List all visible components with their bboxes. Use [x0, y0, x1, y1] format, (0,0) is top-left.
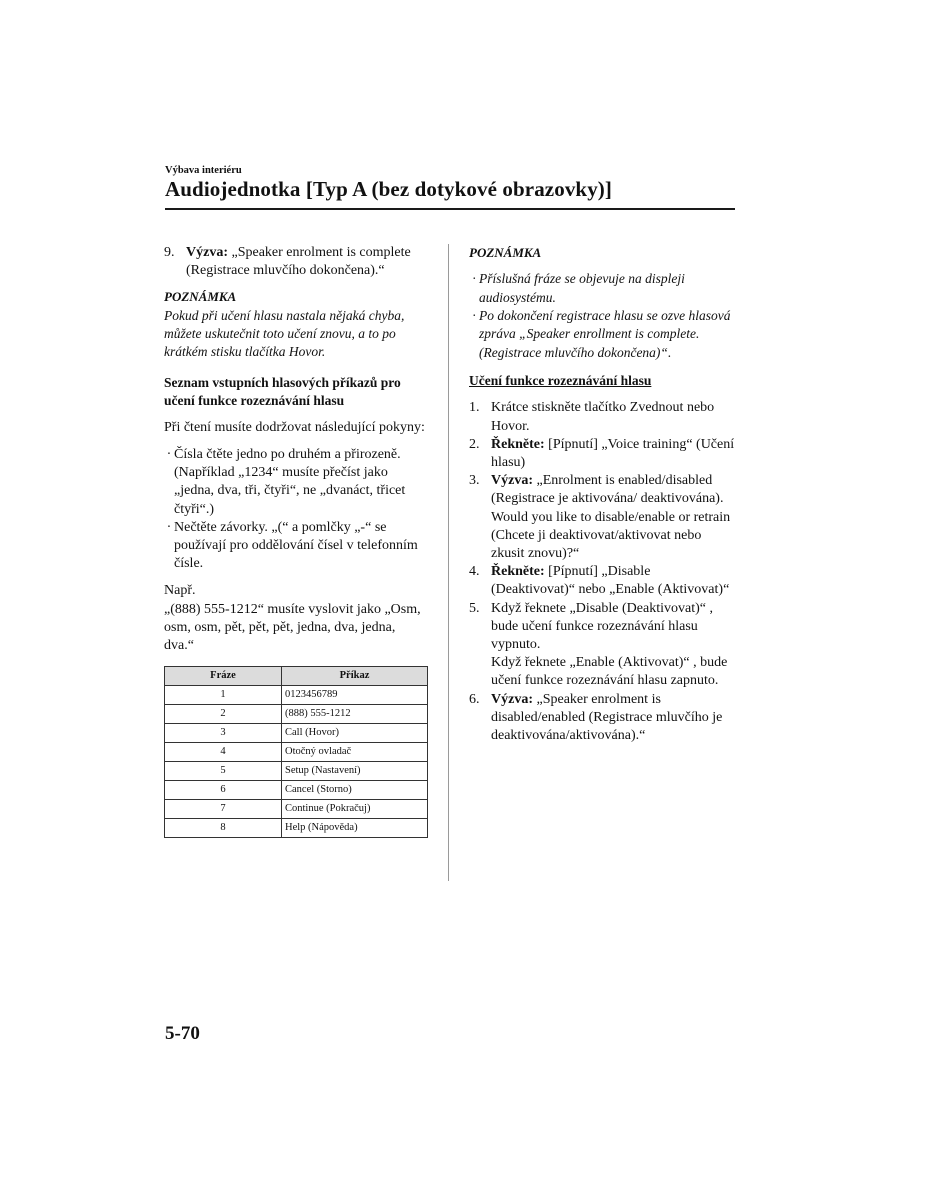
step-body: „Speaker enrolment is complete (Registrace mluvčího dokončena).“ [186, 245, 411, 279]
section-subheading: Učení funkce rozeznávání hlasu [469, 373, 652, 389]
table-row [165, 800, 428, 819]
step-number: 9. [164, 245, 175, 260]
step-number: 1. [469, 400, 480, 416]
step-number: 3. [469, 473, 480, 489]
table-row [165, 762, 428, 781]
list-item [469, 436, 735, 472]
table-cell: 2 [165, 705, 282, 724]
column-divider [448, 244, 449, 881]
table-row [165, 819, 428, 838]
table-row [165, 724, 428, 743]
note-title: POZNÁMKA [164, 289, 237, 305]
step-text [186, 244, 428, 280]
step-label: Výzva: [186, 245, 228, 260]
table-row [165, 743, 428, 762]
step-text [491, 563, 735, 599]
table-cell: 8 [165, 819, 282, 838]
table-cell: Otočný ovladač [282, 743, 428, 762]
step-label: Řekněte: [491, 564, 545, 580]
step-text [491, 472, 735, 563]
step-label: Řekněte: [491, 436, 545, 452]
step-body: [Pípnutí] „Disable (Deaktivovat)“ nebo „Enable (Aktivovat)“ [491, 564, 730, 598]
column-header-command: Příkaz [282, 667, 428, 686]
table-cell: Help (Nápověda) [282, 819, 428, 838]
table-cell: Continue (Pokračuj) [282, 800, 428, 819]
list-item-text: Příslušná fráze se objevuje na displeji audiosystému. [479, 271, 685, 305]
table-cell: 4 [165, 743, 282, 762]
list-item [469, 307, 735, 362]
step-text [491, 600, 735, 691]
column-header-phrase: Fráze [165, 667, 282, 686]
list-item-text: Nečtěte závorky. „(“ a pomlčky „-“ se používají pro oddělování čísel v telefonním čísle. [174, 519, 418, 572]
example-text: „(888) 555-1212“ musíte vyslovit jako „Osm, osm, osm, pět, pět, pět, jedna, dva, jedna, dva.“ [164, 601, 421, 654]
table-row [165, 705, 428, 724]
note-title: POZNÁMKA [469, 245, 542, 260]
table-cell: Cancel (Storno) [282, 781, 428, 800]
bullet-mark: · [472, 271, 476, 287]
bullet-mark: · [472, 308, 476, 324]
step-text [491, 399, 735, 435]
step-number: 2. [469, 436, 480, 452]
example-block [164, 582, 428, 655]
table-cell: Setup (Nastavení) [282, 762, 428, 781]
command-table [164, 666, 428, 838]
bullet-mark: · [166, 447, 172, 463]
step-text [491, 691, 735, 746]
table-cell: 6 [165, 781, 282, 800]
note-list [469, 270, 735, 362]
list-item [469, 270, 735, 307]
step-number: 6. [469, 691, 480, 707]
step-label: Výzva: [491, 473, 533, 489]
list-item [469, 472, 735, 563]
table-row [165, 781, 428, 800]
table-header-row [165, 667, 428, 686]
list-item [469, 399, 735, 435]
title-rule [165, 208, 735, 210]
step-body: Když řeknete „Disable (Deaktivovat)“ , bude učení funkce rozeznávání hlasu vypnuto. [491, 600, 713, 653]
table-cell: Call (Hovor) [282, 724, 428, 743]
table-cell: 7 [165, 800, 282, 819]
list-item [164, 519, 428, 574]
step-extra: Když řeknete „Enable (Aktivovat)“ , bude učení funkce rozeznávání hlasu zapnuto. [491, 655, 728, 689]
step-body: Krátce stiskněte tlačítko Zvednout nebo Hovor. [491, 400, 715, 434]
step-label: Výzva: [491, 691, 533, 707]
page-title: Audiojednotka [Typ A (bez dotykové obrazovky)] [165, 177, 612, 201]
step-number: 5. [469, 600, 480, 616]
table-cell: 1 [165, 686, 282, 705]
table-row [165, 686, 428, 705]
section-label: Výbava interiéru [165, 165, 242, 176]
list-item [469, 563, 735, 599]
step-9 [164, 244, 428, 280]
table-cell: (888) 555-1212 [282, 705, 428, 724]
table-cell: 5 [165, 762, 282, 781]
list-item [469, 691, 735, 746]
steps-list [469, 399, 735, 745]
intro-paragraph: Při čtení musíte dodržovat následující pokyny: [164, 419, 425, 435]
step-body: [Pípnutí] „Voice training“ (Učení hlasu) [491, 436, 735, 471]
rules-list [164, 446, 428, 573]
list-item [469, 600, 735, 691]
table-cell: 3 [165, 724, 282, 743]
step-body: „Enrolment is enabled/disabled (Registrace je aktivována/ deaktivována). Would you like to disable/enable or retrain (Chcete ji deaktivovat/aktivovat nebo zkusit znovu)?“ [491, 473, 731, 562]
example-heading: Např. [164, 583, 196, 599]
list-item-text: Po dokončení registrace hlasu se ozve hlasová zpráva „Speaker enrollment is complete. (Registrace mluvčího dokončena)“. [479, 308, 731, 360]
right-column [469, 244, 735, 745]
step-text [491, 436, 735, 472]
step-body: „Speaker enrolment is disabled/enabled (Registrace mluvčího je deaktivována/aktivována).“ [491, 691, 723, 744]
table-cell: 0123456789 [282, 686, 428, 705]
left-column [164, 244, 428, 838]
step-number: 4. [469, 564, 480, 580]
list-item [164, 446, 428, 519]
note-text: Pokud při učení hlasu nastala nějaká chyba, můžete uskutečnit toto učení znovu, a to po krátkém stisku tlačítka Hovor. [164, 307, 405, 360]
page-number: 5-70 [165, 1023, 200, 1044]
section-subheading: Seznam vstupních hlasových příkazů pro učení funkce rozeznávání hlasu [164, 374, 401, 408]
list-item-text: Čísla čtěte jedno po druhém a přirozeně. (Například „1234“ musíte přečíst jako „jedna, dva, tři, čtyři“, ne „dvanáct, třicet čtyři“.) [174, 447, 406, 517]
bullet-mark: · [166, 519, 172, 535]
